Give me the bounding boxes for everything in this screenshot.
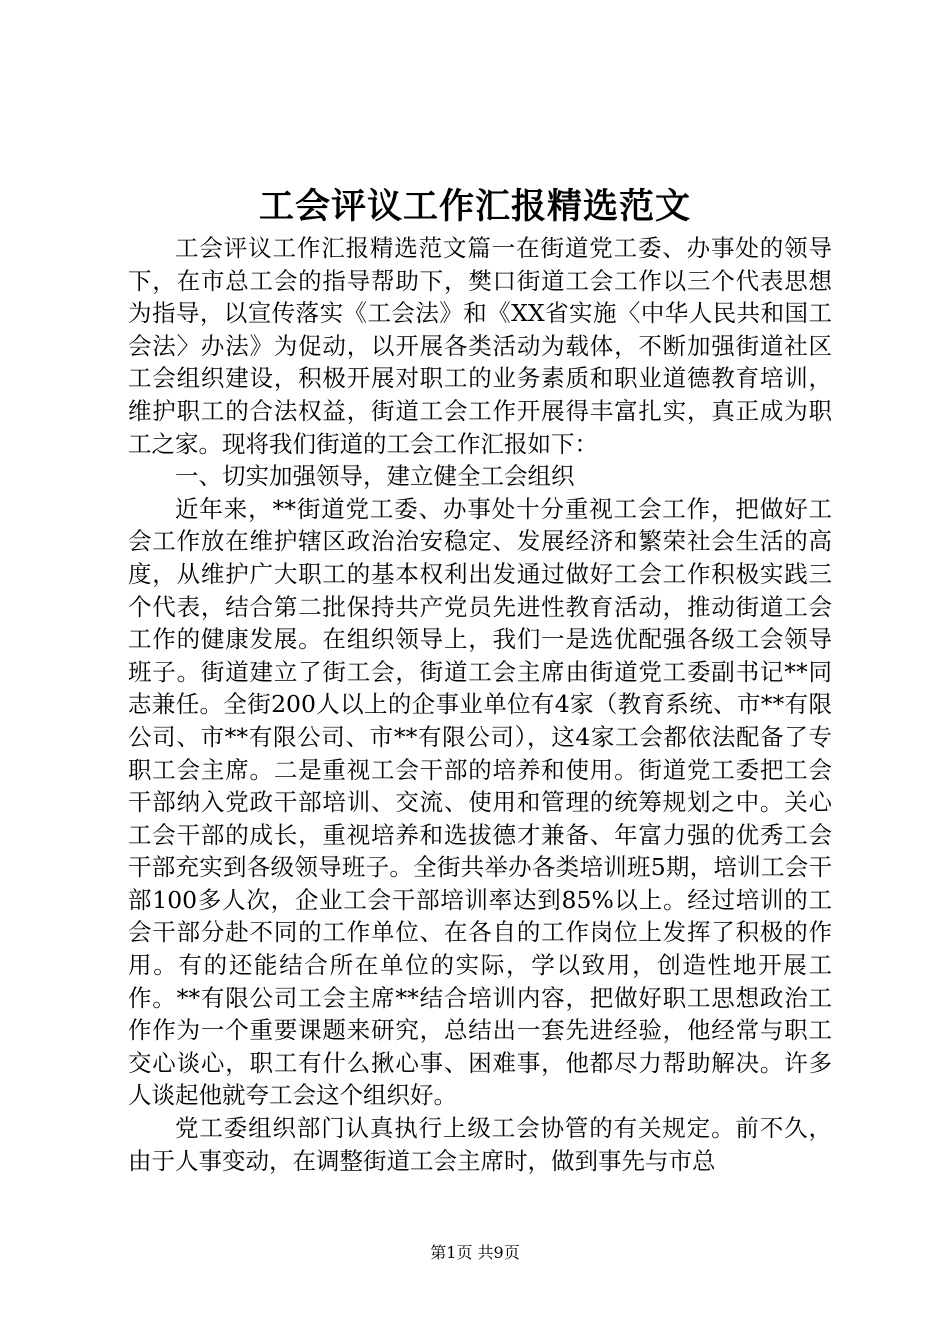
paragraph-organization-dept: 党工委组织部门认真执行上级工会协管的有关规定。前不久，由于人事变动，在调整街道工会主席时，做到事先与市总 [128, 1114, 832, 1175]
document-title: 工会评议工作汇报精选范文 [258, 186, 691, 227]
paragraph-intro: 工会评议工作汇报精选范文篇一在街道党工委、办事处的领导下，在市总工会的指导帮助下，樊口街道工会工作以三个代表思想为指导，以宣传落实《工会法》和《XX省实施〈中华人民共和国工会法〉办法》为促动，以开展各类活动为载体，不断加强街道社区工会组织建设，积极开展对职工的业务素质和职业道德教育培训，维护职工的合法权益，街道工会工作开展得丰富扎实，真正成为职工之家。现将我们街道的工会工作汇报如下： [128, 234, 832, 458]
document-body [128, 232, 832, 1177]
paragraph-leadership: 近年来，**街道党工委、办事处十分重视工会工作，把做好工会工作放在维护辖区政治治安稳定、发展经济和繁荣社会生活的高度，从维护广大职工的基本权利出发通过做好工会工作积极实践三个代表，结合第二批保持共产党员先进性教育活动，推动街道工会工作的健康发展。在组织领导上，我们一是选优配强各级工会领导班子。街道建立了街工会，街道工会主席由街道党工委副书记**同志兼任。全街200人以上的企事业单位有4家（教育系统、市**有限公司、市**有限公司、市**有限公司），这4家工会都依法配备了专职工会主席。二是重视工会干部的培养和使用。街道党工委把工会干部纳入党政干部培训、交流、使用和管理的统筹规划之中。关心工会干部的成长，重视培养和选拔德才兼备、年富力强的优秀工会干部充实到各级领导班子。全街共举办各类培训班5期，培训工会干部100多人次，企业工会干部培训率达到85%以上。经过培训的工会干部分赴不同的工作单位、在各自的工作岗位上发挥了积极的作用。有的还能结合所在单位的实际，学以致用，创造性地开展工作。**有限公司工会主席**结合培训内容，把做好职工思想政治工作作为一个重要课题来研究，总结出一套先进经验，他经常与职工交心谈心，职工有什么揪心事、困难事，他都尽力帮助解决。许多人谈起他就夸工会这个组织好。 [128, 494, 832, 1110]
section-heading-1: 一、切实加强领导，建立健全工会组织 [175, 462, 575, 491]
page-number-footer: 第1页 共9页 [430, 1243, 520, 1262]
